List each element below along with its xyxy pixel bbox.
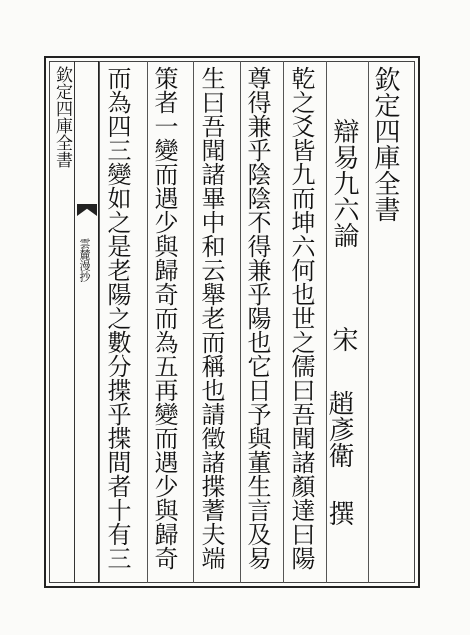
banxin-subtitle: 雲麓漫抄 [78,238,91,282]
text-column-5: 尊得兼乎陰陰不得兼乎陽也它日予與董生言及易 [243,66,271,570]
text-column-6: 生曰吾聞諸畢中和云舉老而稱也請徵諸揲蓍夫端 [197,66,225,570]
text-column-3: 辯易九六論 [329,118,359,248]
author-dynasty: 宋 [328,326,358,352]
column-rule [240,61,241,583]
banxin-title: 欽定四庫全書 [52,66,72,168]
column-rule [368,61,369,583]
column-rule [193,61,194,583]
banxin-band [75,61,99,583]
column-rule [99,61,100,583]
text-column-8: 而為四三變如之是老陽之數分揲乎揲間者十有三 [103,66,131,570]
author-name: 趙彥衛 [324,390,354,468]
author-role: 撰 [324,500,354,526]
text-column-7: 策者一變而遇少與歸奇而為五再變而遇少與歸奇 [150,66,178,570]
text-column-1: 欽定四庫全書 [370,66,400,222]
column-rule [283,61,284,583]
column-rule [147,61,148,583]
text-column-4: 乾之爻皆九而坤六何也世之儒曰吾聞諸顏達曰陽 [287,66,315,570]
